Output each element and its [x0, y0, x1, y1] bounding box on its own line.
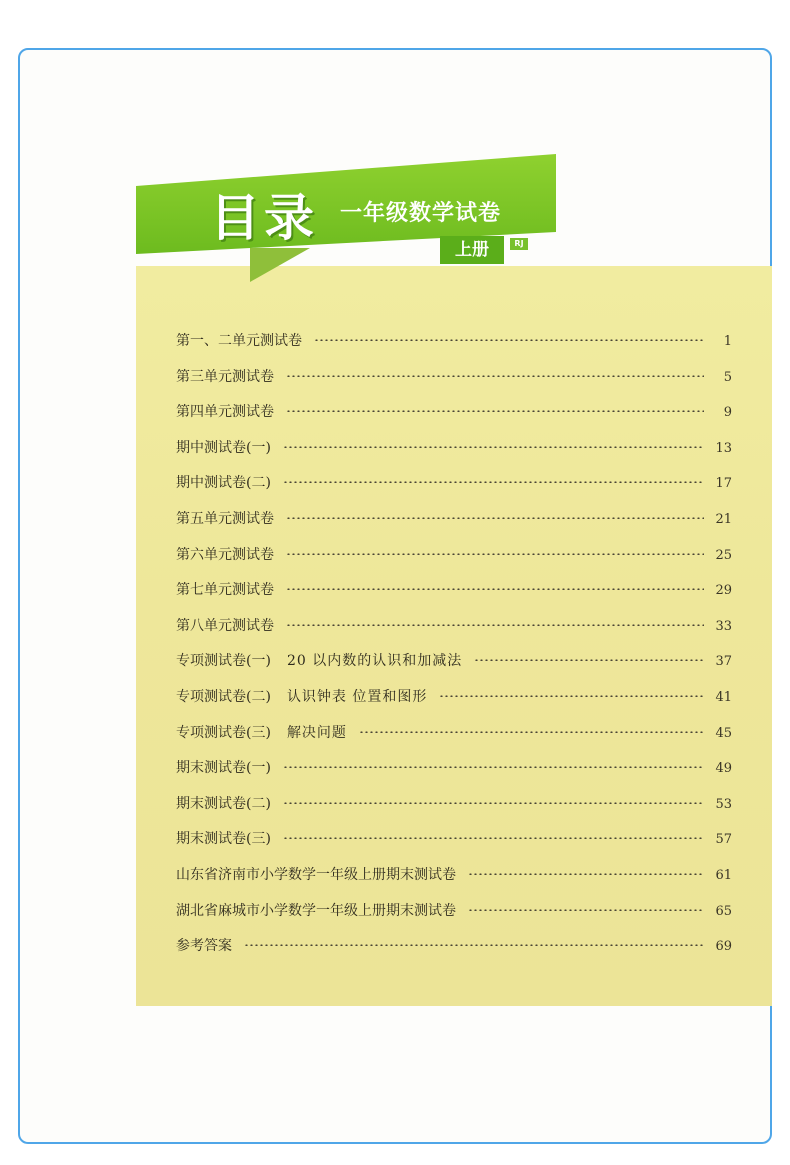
toc-entry — [176, 722, 732, 758]
toc-page-number: 37 — [715, 654, 732, 670]
toc-dot-leader — [286, 375, 704, 377]
toc-entry — [176, 828, 732, 864]
toc-dot-leader — [244, 944, 704, 946]
edition-badge: RJ — [510, 238, 528, 250]
toc-page-number: 29 — [715, 583, 732, 599]
toc-entry-title: 山东省济南市小学数学一年级上册期末测试卷 — [176, 866, 456, 883]
toc-entry — [176, 864, 732, 900]
toc-dot-leader — [314, 339, 704, 341]
page-title: 目录 — [210, 189, 318, 247]
toc-entry-title: 期末测试卷(一) — [176, 760, 271, 777]
volume-badge: 上册 — [440, 236, 504, 264]
toc-entry — [176, 544, 732, 580]
toc-entry — [176, 650, 732, 686]
toc-entry — [176, 935, 732, 971]
toc-entry-title: 专项测试卷(一) — [176, 653, 271, 670]
toc-dot-leader — [283, 481, 704, 483]
toc-page-number: 25 — [715, 547, 732, 563]
toc-page-number: 17 — [715, 476, 732, 492]
toc-entry — [176, 686, 732, 722]
toc-entry-title: 专项测试卷(二) — [176, 688, 271, 705]
toc-page-number: 13 — [715, 440, 732, 456]
toc-dot-leader — [286, 624, 704, 626]
toc-dot-leader — [359, 731, 704, 733]
toc-dot-leader — [283, 837, 704, 839]
toc-dot-leader — [439, 695, 704, 697]
toc-entry-title: 第五单元测试卷 — [176, 510, 274, 527]
toc-dot-leader — [286, 517, 704, 519]
toc-entry-title: 参考答案 — [176, 938, 232, 955]
toc-page-number: 45 — [715, 725, 732, 741]
table-of-contents — [176, 330, 732, 971]
toc-dot-leader — [468, 909, 704, 911]
toc-entry-subtitle: 认识钟表 位置和图形 — [286, 688, 428, 705]
toc-entry — [176, 508, 732, 544]
toc-entry-title: 第八单元测试卷 — [176, 617, 274, 634]
toc-dot-leader — [283, 766, 704, 768]
toc-entry — [176, 793, 732, 829]
toc-dot-leader — [283, 446, 704, 448]
toc-dot-leader — [286, 588, 704, 590]
toc-dot-leader — [468, 873, 704, 875]
toc-page-number: 57 — [715, 832, 732, 848]
toc-dot-leader — [283, 802, 704, 804]
toc-page-number: 9 — [723, 405, 732, 421]
toc-entry-subtitle: 解决问题 — [286, 724, 347, 741]
toc-entry-subtitle: 20 以内数的认识和加减法 — [286, 653, 463, 670]
toc-dot-leader — [286, 410, 704, 412]
toc-dot-leader — [474, 659, 704, 661]
toc-entry — [176, 437, 732, 473]
toc-entry — [176, 757, 732, 793]
toc-entry — [176, 401, 732, 437]
toc-entry — [176, 330, 732, 366]
toc-entry — [176, 615, 732, 651]
toc-entry-title: 期末测试卷(三) — [176, 831, 271, 848]
toc-page-number: 21 — [715, 511, 732, 527]
toc-entry-title: 期中测试卷(一) — [176, 439, 271, 456]
page-subtitle: 一年级数学试卷 — [340, 201, 502, 226]
toc-entry-title: 第七单元测试卷 — [176, 582, 274, 599]
toc-page-number: 49 — [715, 761, 732, 777]
banner-fold — [250, 248, 310, 282]
toc-dot-leader — [286, 553, 704, 555]
toc-page-number: 53 — [715, 796, 732, 812]
toc-entry-title: 期末测试卷(二) — [176, 795, 271, 812]
toc-entry-title: 湖北省麻城市小学数学一年级上册期末测试卷 — [176, 902, 456, 919]
toc-entry-title: 第六单元测试卷 — [176, 546, 274, 563]
toc-page-number: 65 — [715, 903, 732, 919]
toc-page-number: 69 — [715, 939, 732, 955]
toc-entry — [176, 900, 732, 936]
toc-entry-title: 第四单元测试卷 — [176, 404, 274, 421]
toc-entry-title: 专项测试卷(三) — [176, 724, 271, 741]
toc-entry-title: 第三单元测试卷 — [176, 368, 274, 385]
toc-page-number: 5 — [723, 369, 732, 385]
toc-page-number: 61 — [715, 867, 732, 883]
toc-entry-title: 期中测试卷(二) — [176, 475, 271, 492]
toc-page-number: 41 — [715, 689, 732, 705]
toc-entry-title: 第一、二单元测试卷 — [176, 333, 302, 349]
toc-page-number: 33 — [715, 618, 732, 634]
toc-entry — [176, 472, 732, 508]
toc-entry — [176, 366, 732, 402]
toc-page-number: 1 — [723, 334, 732, 349]
toc-entry — [176, 579, 732, 615]
